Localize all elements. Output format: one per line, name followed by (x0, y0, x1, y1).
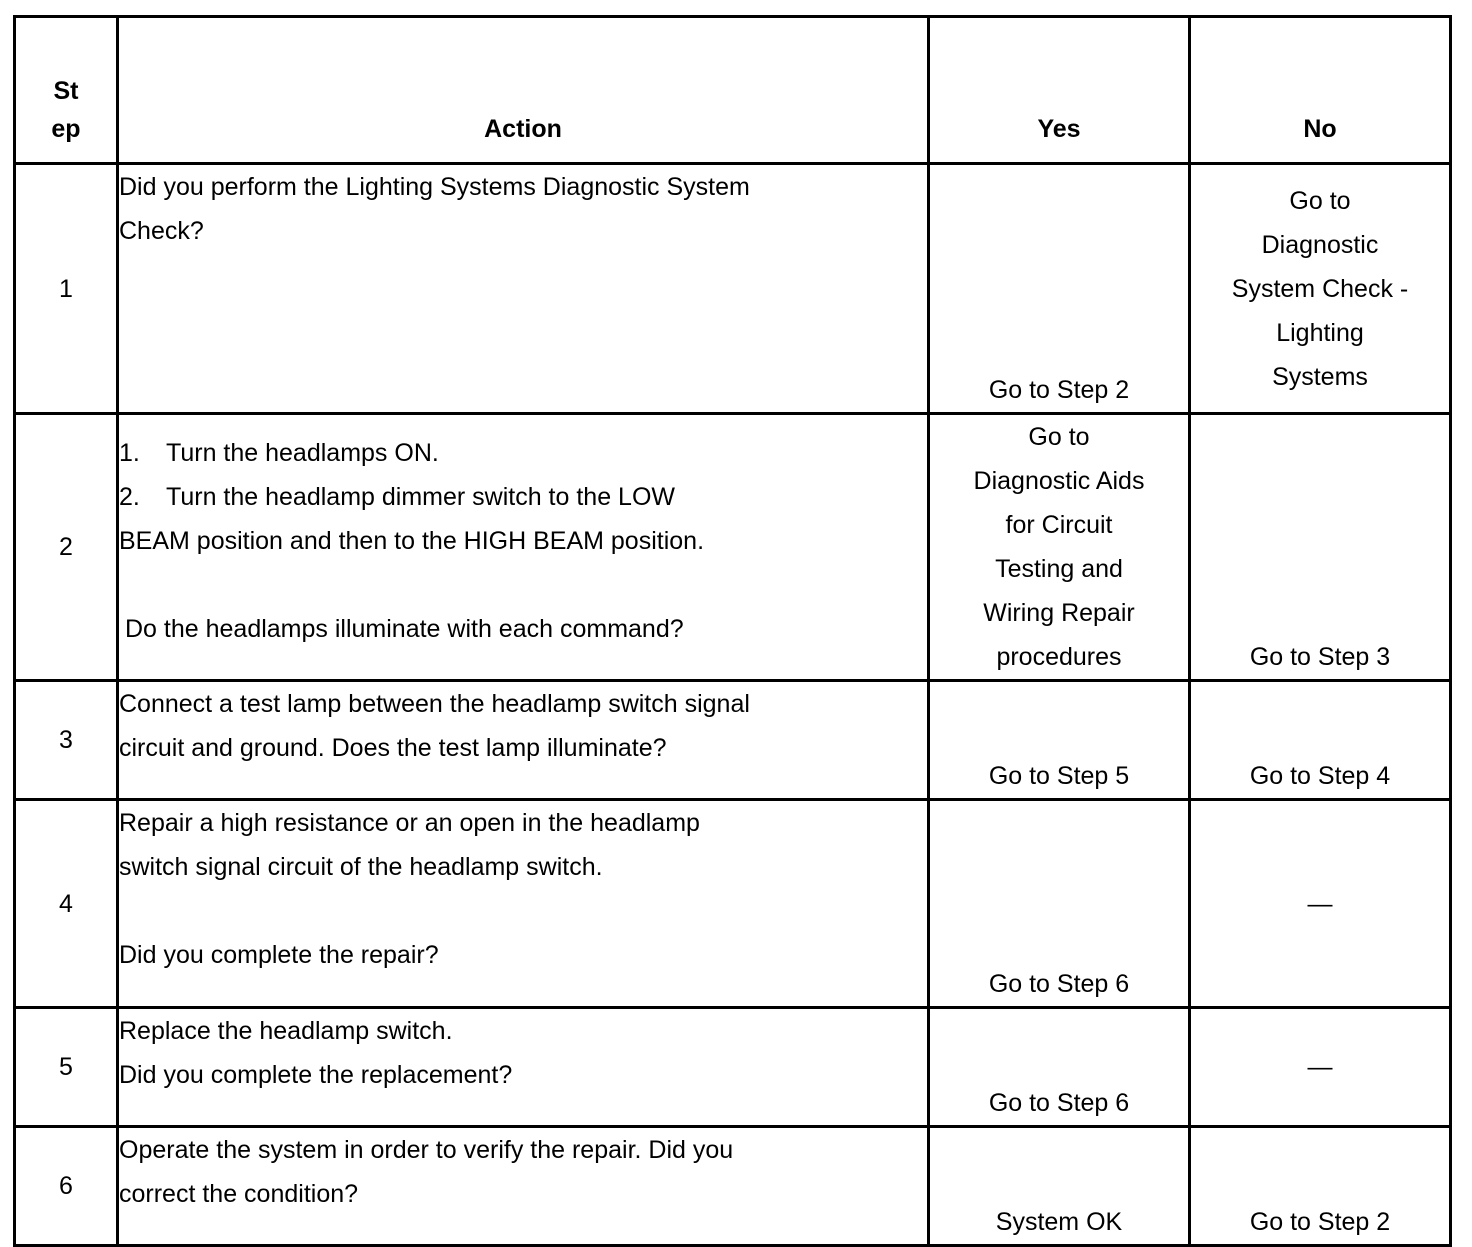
no-cell (1190, 164, 1451, 414)
yes-line: Testing and (995, 555, 1123, 583)
step-number: 2 (15, 414, 118, 681)
action-line: switch signal circuit of the headlamp switch. (119, 853, 603, 881)
yes-cell: Go to Step 6 (929, 1008, 1190, 1127)
action-list-item (119, 431, 927, 475)
yes-cell: Go to Step 2 (929, 164, 1190, 414)
no-line: Lighting (1276, 318, 1364, 347)
spacer (119, 889, 927, 933)
table-row (15, 1127, 1451, 1246)
diagnostic-table (13, 15, 1452, 1247)
yes-cell (929, 414, 1190, 681)
action-question: Do the headlamps illuminate with each command? (125, 615, 684, 643)
header-yes: Yes (929, 17, 1190, 164)
action-line: Operate the system in order to verify the repair. Did you (119, 1136, 734, 1164)
spacer (119, 563, 927, 607)
no-cell: — (1190, 1008, 1451, 1127)
header-step (15, 17, 118, 164)
table-row (15, 800, 1451, 1008)
no-line: Go to (1289, 186, 1351, 215)
no-line: System Check - (1231, 274, 1409, 303)
yes-line: procedures (996, 643, 1122, 671)
action-list-item (119, 475, 927, 519)
action-line: circuit and ground. Does the test lamp illuminate? (119, 734, 667, 762)
yes-line: Go to (1028, 423, 1090, 451)
diagnostic-table-container (13, 15, 1449, 1234)
no-cell: Go to Step 4 (1190, 681, 1451, 800)
no-cell: Go to Step 2 (1190, 1127, 1451, 1246)
action-line: BEAM position and then to the HIGH BEAM position. (119, 527, 705, 555)
action-cell (118, 800, 929, 1008)
action-question: Did you complete the repair? (119, 941, 439, 969)
no-cell: — (1190, 800, 1451, 1008)
table-header-row (15, 17, 1451, 164)
step-number: 3 (15, 681, 118, 800)
table-row (15, 1008, 1451, 1127)
list-text: Turn the headlamps ON. (166, 439, 439, 467)
action-line: Replace the headlamp switch. (119, 1017, 453, 1045)
step-number: 5 (15, 1008, 118, 1127)
action-cell (118, 1127, 929, 1246)
yes-line: Diagnostic Aids (973, 467, 1145, 495)
table-row (15, 164, 1451, 414)
list-number: 1. (119, 439, 140, 467)
header-step-line-1: St (53, 77, 79, 105)
yes-line: Wiring Repair (983, 599, 1135, 627)
action-line: correct the condition? (119, 1180, 359, 1208)
action-line: Check? (119, 217, 204, 245)
step-number: 4 (15, 800, 118, 1008)
no-line: Systems (1272, 362, 1368, 391)
no-cell: Go to Step 3 (1190, 414, 1451, 681)
header-step-line-2: ep (51, 115, 81, 143)
no-line: Diagnostic (1261, 230, 1379, 259)
step-number: 6 (15, 1127, 118, 1246)
header-no: No (1190, 17, 1451, 164)
yes-cell: System OK (929, 1127, 1190, 1246)
action-line: Did you complete the replacement? (119, 1061, 513, 1089)
yes-line: for Circuit (1005, 511, 1113, 539)
table-row (15, 414, 1451, 681)
action-line: Repair a high resistance or an open in the headlamp (119, 809, 700, 837)
action-cell (118, 681, 929, 800)
yes-cell: Go to Step 6 (929, 800, 1190, 1008)
list-number: 2. (119, 483, 140, 511)
yes-cell: Go to Step 5 (929, 681, 1190, 800)
action-line: Connect a test lamp between the headlamp switch signal (119, 690, 750, 718)
action-line: Did you perform the Lighting Systems Diagnostic System (119, 173, 750, 201)
header-action: Action (118, 17, 929, 164)
table-row (15, 681, 1451, 800)
action-cell (118, 164, 929, 414)
action-cell (118, 1008, 929, 1127)
step-number: 1 (15, 164, 118, 414)
list-text: Turn the headlamp dimmer switch to the LOW (166, 483, 675, 511)
action-cell (118, 414, 929, 681)
